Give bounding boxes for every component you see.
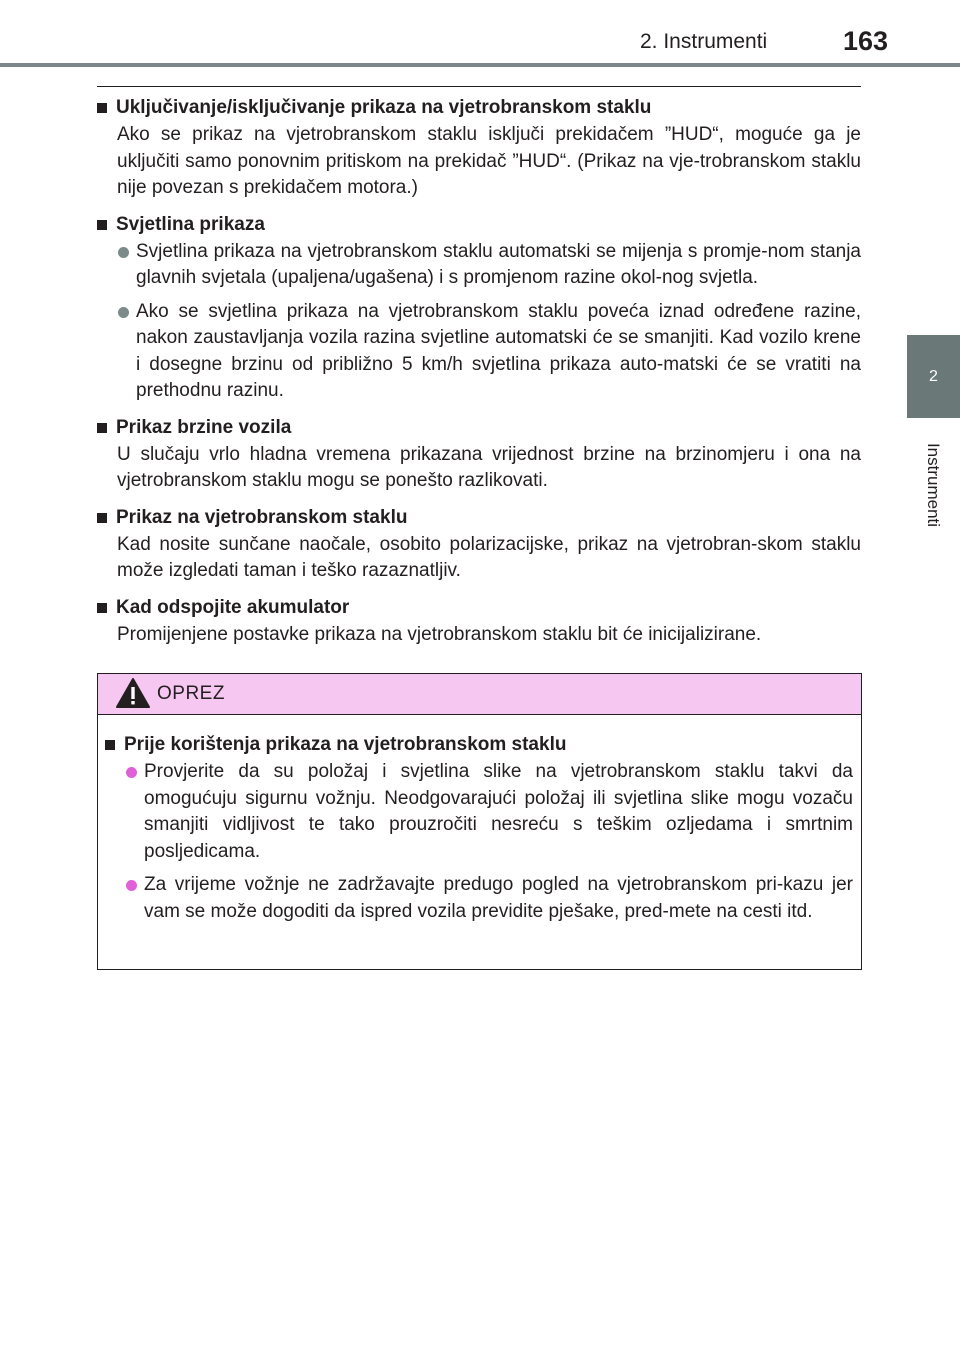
section-title: Prikaz na vjetrobranskom staklu xyxy=(116,506,408,528)
chapter-tab-label: Instrumenti xyxy=(924,442,943,528)
list-item xyxy=(117,299,861,405)
section-text: U slučaju vrlo hladna vremena prikazana vrijednost brzine na brzinomjeru i ona na vjetrobranskom staklu mogu se ponešto razlikovati. xyxy=(117,443,861,491)
caution-box xyxy=(97,673,862,970)
caution-header xyxy=(98,674,861,715)
list-item-text: Svjetlina prikaza na vjetrobranskom staklu automatski se mijenja s promje-nom stanja glavnih svjetala (upaljena/ugašena) i s promjenom razine okol-nog svjetla. xyxy=(136,240,861,288)
section-title: Kad odspojite akumulator xyxy=(116,596,350,618)
list-item xyxy=(125,872,853,925)
section-text: Promijenjene postavke prikaza na vjetrobranskom staklu bit će inicijalizirane. xyxy=(117,623,762,645)
section-title: Prikaz brzine vozila xyxy=(116,416,292,438)
square-bullet-icon xyxy=(97,220,107,230)
section-text: Ako se prikaz na vjetrobranskom staklu isključi prekidačem ”HUD“, moguće ga je uključiti samo ponovnim pritiskom na prekidač ”HUD“. (Prikaz na vje-trobranskom staklu nije povezan s prekidačem motora.) xyxy=(117,124,861,198)
list-item xyxy=(125,759,853,865)
section-hud-display xyxy=(97,504,861,585)
square-bullet-icon xyxy=(97,103,107,113)
section-brightness xyxy=(97,211,861,405)
list-item-text: Ako se svjetlina prikaza na vjetrobranskom staklu poveća iznad određene razine, nakon zaustavljanja vozila razina svjetline automatski će se smanjiti. Kad vozilo krene i dosegne brzinu od približno 5 km/h svjetlina prikaza auto-matski će se vratiti na prethodnu razinu. xyxy=(136,300,861,401)
list-item-text: Provjerite da su položaj i svjetlina slike na vjetrobranskom staklu takvi da omogućuju sigurnu vožnju. Neodgovarajući položaj ili svjetlina slike mogu vozaču smanjiti vidljivost te tako prouzročiti nesreću s teškim ozljedama i smrtnim posljedicama. xyxy=(144,761,853,862)
content-top-rule xyxy=(97,86,861,87)
chapter-title: 2. Instrumenti xyxy=(640,30,768,53)
section-hud-switch xyxy=(97,94,861,202)
caution-body xyxy=(98,715,861,925)
round-bullet-icon xyxy=(118,307,129,318)
round-bullet-icon xyxy=(126,767,137,778)
square-bullet-icon xyxy=(105,740,115,750)
list-item-text: Za vrijeme vožnje ne zadržavajte predugo pogled na vjetrobranskom pri-kazu jer vam se može dogoditi da ispred vozila previdite pješake, pred-mete na cesti itd. xyxy=(144,874,853,922)
warning-icon xyxy=(115,676,151,710)
caution-title: Prije korištenja prikaza na vjetrobranskom staklu xyxy=(124,734,567,755)
section-text: Kad nosite sunčane naočale, osobito polarizacijske, prikaz na vjetrobran-skom staklu može izgledati taman i teško razaznatljiv. xyxy=(117,533,861,581)
caution-label: OPREZ xyxy=(157,683,225,704)
chapter-tab-number: 2 xyxy=(929,367,938,385)
round-bullet-icon xyxy=(126,880,137,891)
section-title: Uključivanje/isključivanje prikaza na vjetrobranskom staklu xyxy=(116,97,652,118)
chapter-tab[interactable] xyxy=(907,335,960,418)
section-title: Svjetlina prikaza xyxy=(116,213,265,235)
square-bullet-icon xyxy=(97,603,107,613)
section-battery xyxy=(97,594,861,649)
section-vehicle-speed xyxy=(97,414,861,495)
square-bullet-icon xyxy=(97,513,107,523)
square-bullet-icon xyxy=(97,423,107,433)
main-content xyxy=(97,94,861,657)
round-bullet-icon xyxy=(118,247,129,258)
page-number: 163 xyxy=(843,26,889,56)
header-rule xyxy=(0,63,960,67)
list-item xyxy=(117,239,861,292)
